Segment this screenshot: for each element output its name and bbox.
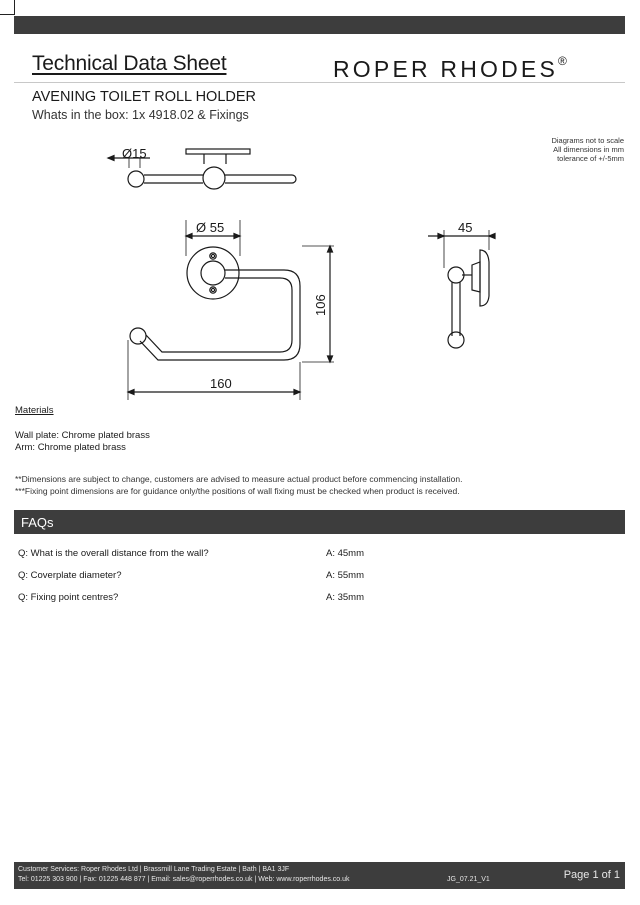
note-line: Diagrams not to scale [551,136,624,145]
page-number: Page 1 of 1 [563,869,620,881]
dim-depth: 45 [458,220,473,235]
materials-heading: Materials [15,405,54,416]
footer-contact: Tel: 01225 303 900 | Fax: 01225 448 877 | Email: sales@roperrhodes.co.uk | Web: www.roperrhodes.co.uk [18,876,350,883]
technical-drawing [0,130,640,410]
front-view [128,220,334,400]
brand-name: ROPER RHODES [333,56,558,82]
footer-address: Customer Services: Roper Rhodes Ltd | Brassmill Lane Trading Estate | Bath | BA1 3JF [18,866,290,873]
faq-question: Q: Fixing point centres? [18,592,119,603]
dim-height: 106 [313,294,328,316]
faq-answer: A: 55mm [326,570,365,581]
faq-question: Q: What is the overall distance from the wall? [18,548,209,559]
faq-heading: FAQs [21,515,54,530]
faq-header [14,510,625,534]
disclaimer: **Dimensions are subject to change, customers are advised to measure actual product before commencing installation. [15,474,463,484]
document-code: JG_07.21_V1 [447,876,490,883]
note-line: All dimensions in mm [553,145,624,154]
faq-answer: A: 35mm [326,592,365,603]
faq-question: Q: Coverplate diameter? [18,570,122,581]
faq-answer: A: 45mm [326,548,365,559]
header-bar [14,16,625,34]
crop-mark [0,0,15,15]
dim-plate: Ø 55 [196,220,225,235]
divider [14,82,625,83]
product-name: AVENING TOILET ROLL HOLDER [32,89,257,105]
side-view [428,230,495,348]
box-contents: Whats in the box: 1x 4918.02 & Fixings [32,108,249,122]
page-title: Technical Data Sheet [32,52,227,75]
footer-bar [14,862,625,889]
material-item: Arm: Chrome plated brass [15,442,126,453]
dim-fixing: Ø15 [122,146,147,161]
brand-logo [333,56,567,83]
registered-mark: ® [557,54,567,68]
note-line: tolerance of +/-5mm [557,154,624,163]
dim-width: 160 [210,376,232,391]
material-item: Wall plate: Chrome plated brass [15,430,150,441]
disclaimer: ***Fixing point dimensions are for guidance only/the positions of wall fixing must be checked when product is received. [15,486,460,496]
